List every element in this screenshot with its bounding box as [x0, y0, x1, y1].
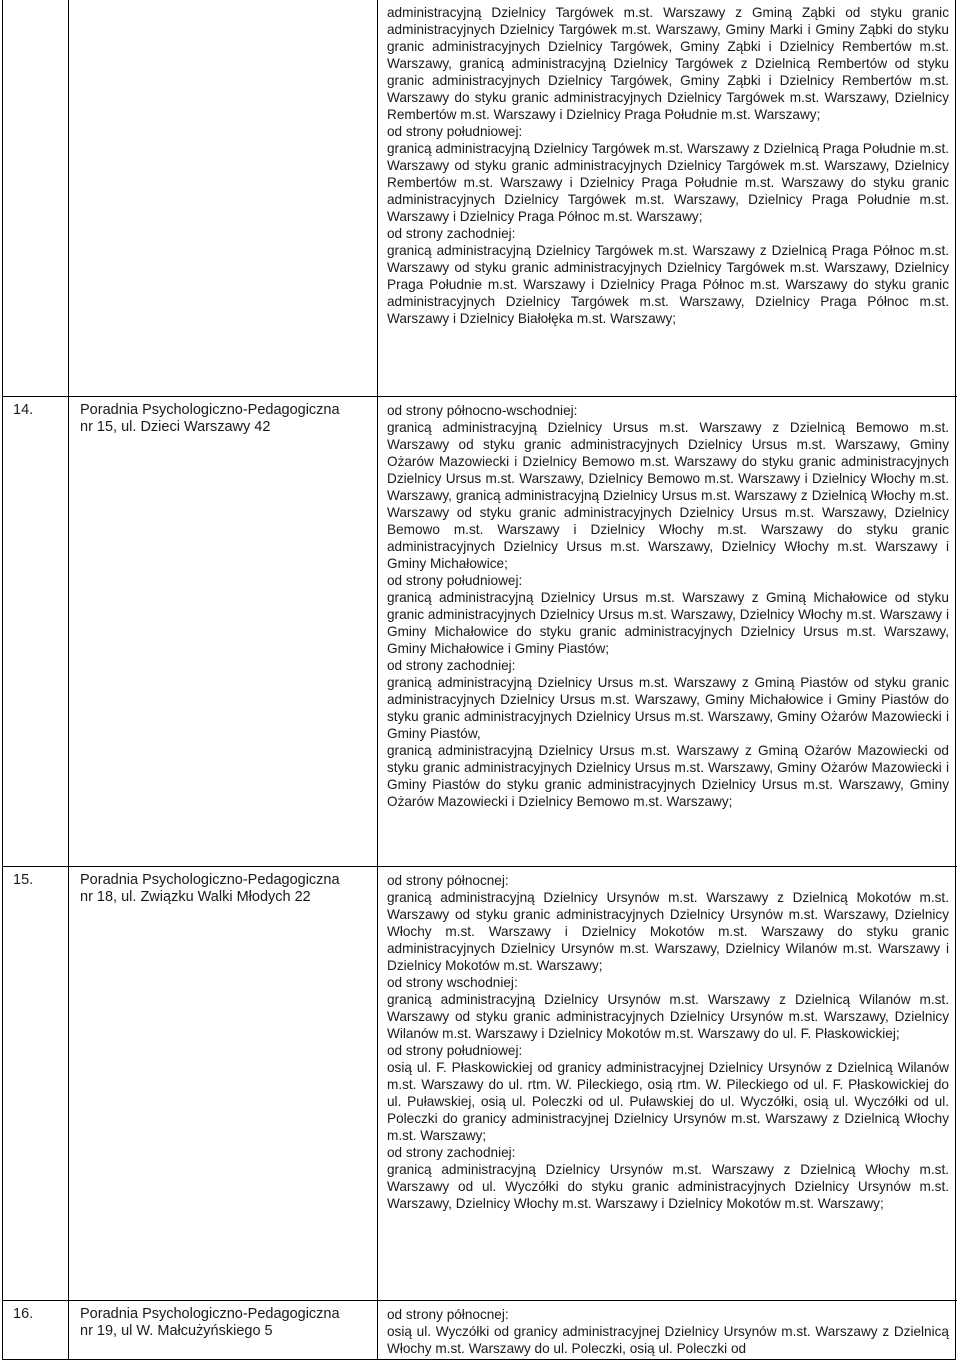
- boundary-text: granicą administracyjną Dzielnicy Ursus m.st. Warszawy z Gminą Ożarów Mazowiecki od styku granic administracyjnych Dzielnicy Ursus m.st. Warszawy, Gminy Ożarów Mazowiecki i Gminy Piastów do styku granic administracyjnych Dzielnicy Ursus m.st. Warszawy, Gminy Ożarów Mazowiecki i Dzielnicy Bemowo m.st. Warszawy;: [387, 743, 949, 809]
- column-divider-number: [68, 0, 69, 1359]
- boundary-side-heading: od strony zachodniej:: [387, 658, 516, 673]
- boundary-text: granicą administracyjną Dzielnicy Ursynów m.st. Warszawy z Dzielnicą Włochy m.st. Warszawy od ul. Wyczółki do styku granic administracyjnych Dzielnicy Ursynów m.st. Warszawy, Dzielnicy Włochy m.st. Warszawy i Dzielnicy Mokotów m.st. Warszawy;: [387, 1162, 949, 1211]
- row-boundary-description: [387, 872, 949, 1212]
- row-divider: [3, 396, 957, 397]
- boundary-text: granicą administracyjną Dzielnicy Ursus m.st. Warszawy z Gminą Piastów od styku granic administracyjnych Dzielnicy Ursus m.st. Warszawy, Gminy Michałowice i Gminy Piastów do styku granic administracyjnych Dzielnicy Ursus m.st. Warszawy, Gminy Ożarów Mazowiecki i Gminy Piastów,: [387, 675, 949, 741]
- boundary-side-heading: od strony zachodniej:: [387, 226, 516, 241]
- row-number: 15.: [13, 872, 34, 888]
- clinic-name-line: Poradnia Psychologiczno-Pedagogiczna: [80, 872, 340, 888]
- row-divider: [3, 1300, 957, 1301]
- boundary-text: granicą administracyjną Dzielnicy Ursus m.st. Warszawy z Dzielnicą Bemowo m.st. Warszawy od styku granic administracyjnych Dzielnicy Ursus m.st. Warszawy, Gminy Ożarów Mazowiecki i Dzielnicy Bemowo m.st. Warszawy do styku granic administracyjnych Dzielnicy Ursus m.st. Warszawy, Dzielnicy Bemowo m.st. Warszawy i Dzielnicy Włochy m.st. Warszawy, granicą administracyjną Dzielnicy Ursus m.st. Warszawy z Dzielnicą Włochy m.st. Warszawy od styku granic administracyjnych Dzielnicy Ursus m.st. Warszawy, Dzielnicy Bemowo m.st. Warszawy i Dzielnicy Włochy m.st. Warszawy do styku granic administracyjnych Dzielnicy Ursus m.st. Warszawy, Dzielnicy Włochy m.st. Warszawy i Gminy Michałowice;: [387, 420, 949, 571]
- clinic-address-line: nr 15, ul. Dzieci Warszawy 42: [80, 419, 271, 435]
- boundary-side-heading: od strony południowej:: [387, 124, 523, 139]
- boundary-side-heading: od strony północnej:: [387, 1307, 509, 1322]
- row-divider: [3, 866, 957, 867]
- boundary-text: administracyjną Dzielnicy Targówek m.st. Warszawy z Gminą Ząbki od styku granic administracyjnych Dzielnicy Targówek m.st. Warszawy, Gminy Marki i Gminy Ząbki do styku granic administracyjnych Dzielnicy Targówek, Gminy Ząbki i Dzielnicy Rembertów m.st. Warszawy, granicą administracyjną Dzielnicy Targówek z Dzielnicą Rembertów od styku granic administracyjnych Dzielnicy Targówek, Gminy Ząbki i Dzielnicy Rembertów m.st. Warszawy do styku granic administracyjnych Dzielnicy Targówek m.st. Warszawy, Dzielnicy Rembertów m.st. Warszawy i Dzielnicy Praga Południe m.st. Warszawy;: [387, 5, 949, 122]
- clinic-address-line: nr 18, ul. Związku Walki Młodych 22: [80, 889, 311, 905]
- row-boundary-description: [387, 1306, 949, 1357]
- boundary-text: granicą administracyjną Dzielnicy Ursynów m.st. Warszawy z Dzielnicą Mokotów m.st. Warszawy od styku granic administracyjnych Dzielnicy Ursynów m.st. Warszawy, Dzielnicy Włochy m.st. Warszawy i Dzielnicy Mokotów m.st. Warszawy do styku granic administracyjnych Dzielnicy Ursynów m.st. Warszawy, Dzielnicy Wilanów m.st. Warszawy i Dzielnicy Mokotów m.st. Warszawy;: [387, 890, 949, 973]
- boundary-side-heading: od strony południowej:: [387, 1043, 523, 1058]
- clinic-name-line: Poradnia Psychologiczno-Pedagogiczna: [80, 1306, 340, 1322]
- boundary-text: granicą administracyjną Dzielnicy Targówek m.st. Warszawy z Dzielnicą Praga Południe m.st. Warszawy od styku granic administracyjnych Dzielnicy Targówek m.st. Warszawy, Dzielnicy Rembertów m.st. Warszawy i Dzielnicy Praga Południe m.st. Warszawy do styku granic administracyjnych Dzielnicy Targówek m.st. Warszawy, Dzielnicy Praga Południe m.st. Warszawy i Dzielnicy Praga Północ m.st. Warszawy;: [387, 141, 949, 224]
- boundary-side-heading: od strony zachodniej:: [387, 1145, 516, 1160]
- clinic-name: [80, 402, 370, 436]
- row-number: 14.: [13, 402, 34, 418]
- boundary-side-heading: od strony południowej:: [387, 573, 523, 588]
- boundary-text: osią ul. Wyczółki od granicy administracyjnej Dzielnicy Ursynów m.st. Warszawy z Dzielnicą Włochy m.st. Warszawy do ul. Poleczki, osią ul. Poleczki od: [387, 1324, 949, 1356]
- clinic-name-line: Poradnia Psychologiczno-Pedagogiczna: [80, 402, 340, 418]
- boundary-text: osią ul. F. Płaskowickiej od granicy administracyjnej Dzielnicy Ursynów z Dzielnicą Wilanów m.st. Warszawy do ul. rtm. W. Pileckiego, osią rtm. W. Pileckiego od ul. F. Płaskowickiej do ul. Puławskiej, osią ul. Poleczki od ul. Puławskiej do ul. Wyczółki, osią ul. Wyczółki od ul. Poleczki do granicy administracyjnej Dzielnicy Ursynów m.st. Warszawy z Dzielnicą Włochy m.st. Warszawy;: [387, 1060, 949, 1143]
- clinic-name: [80, 872, 370, 906]
- boundary-side-heading: od strony wschodniej:: [387, 975, 518, 990]
- column-divider-name: [377, 0, 378, 1359]
- table-frame: [2, 0, 956, 1360]
- boundary-text: granicą administracyjną Dzielnicy Targówek m.st. Warszawy z Dzielnicą Praga Północ m.st. Warszawy od styku granic administracyjnych Dzielnicy Targówek m.st. Warszawy, Dzielnicy Praga Południe m.st. Warszawy i Dzielnicy Praga Północ m.st. Warszawy do styku granic administracyjnych Dzielnicy Targówek m.st. Warszawy, Dzielnicy Praga Północ m.st. Warszawy i Dzielnicy Białołęka m.st. Warszawy;: [387, 243, 949, 326]
- boundary-text: granicą administracyjną Dzielnicy Ursynów m.st. Warszawy z Dzielnicą Wilanów m.st. Warszawy od styku granic administracyjnych Dzielnicy Ursynów m.st. Warszawy, Dzielnicy Wilanów m.st. Warszawy i Dzielnicy Mokotów m.st. Warszawy do ul. F. Płaskowickiej;: [387, 992, 949, 1041]
- row-number: 16.: [13, 1306, 34, 1322]
- clinic-address-line: nr 19, ul W. Małcużyńskiego 5: [80, 1323, 273, 1339]
- clinic-name: [80, 1306, 370, 1340]
- boundary-side-heading: od strony północnej:: [387, 873, 509, 888]
- boundary-text: granicą administracyjną Dzielnicy Ursus m.st. Warszawy z Gminą Michałowice od styku granic administracyjnych Dzielnicy Ursus m.st. Warszawy, Dzielnicy Włochy m.st. Warszawy i Gminy Michałowice do styku granic administracyjnych Dzielnicy Ursus m.st. Warszawy, Gminy Michałowice i Gminy Piastów;: [387, 590, 949, 656]
- row-boundary-description: [387, 4, 949, 327]
- row-boundary-description: [387, 402, 949, 810]
- boundary-side-heading: od strony północno-wschodniej:: [387, 403, 578, 418]
